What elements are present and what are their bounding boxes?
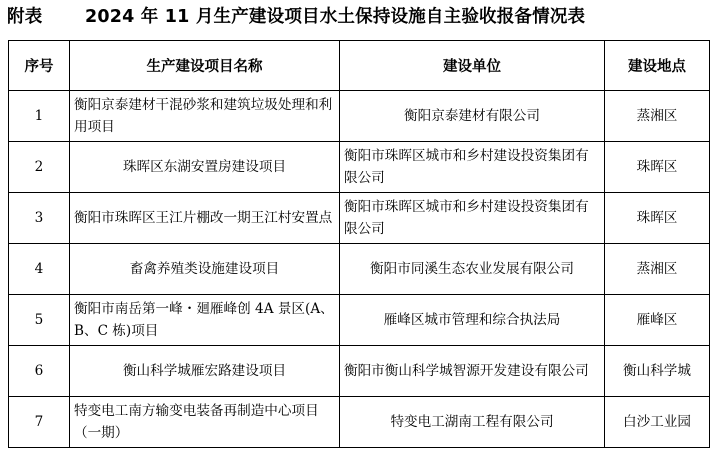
row-location: 蒸湘区	[605, 244, 710, 295]
header-project-name: 生产建设项目名称	[70, 41, 340, 91]
row-no: 1	[9, 91, 70, 142]
row-construction-unit: 衡阳京泰建材有限公司	[340, 91, 605, 142]
row-no: 4	[9, 244, 70, 295]
row-location: 衡山科学城	[605, 346, 710, 397]
row-project-name: 珠晖区东湖安置房建设项目	[70, 142, 340, 193]
table-row	[9, 193, 710, 244]
row-construction-unit: 特变电工湖南工程有限公司	[340, 397, 605, 448]
header-no: 序号	[9, 41, 70, 91]
table-row	[9, 346, 710, 397]
table-row	[9, 397, 710, 448]
row-construction-unit: 衡阳市珠晖区城市和乡村建设投资集团有限公司	[340, 193, 605, 244]
row-no: 5	[9, 295, 70, 346]
document-title	[0, 4, 717, 30]
title-main: 2024 年 11 月生产建设项目水土保持设施自主验收报备情况表	[85, 7, 586, 27]
table-row	[9, 91, 710, 142]
row-construction-unit: 衡阳市衡山科学城智源开发建设有限公司	[340, 346, 605, 397]
row-no: 3	[9, 193, 70, 244]
row-project-name: 特变电工南方输变电装备再制造中心项目（一期）	[70, 397, 340, 448]
table-row	[9, 142, 710, 193]
title-prefix: 附表	[7, 7, 43, 27]
row-construction-unit: 雁峰区城市管理和综合执法局	[340, 295, 605, 346]
table-header-row	[9, 41, 710, 91]
table-row	[9, 244, 710, 295]
header-construction-unit: 建设单位	[340, 41, 605, 91]
row-no: 2	[9, 142, 70, 193]
row-project-name: 衡阳京泰建材干混砂浆和建筑垃圾处理和利用项目	[70, 91, 340, 142]
row-construction-unit: 衡阳市珠晖区城市和乡村建设投资集团有限公司	[340, 142, 605, 193]
row-project-name: 衡阳市南岳第一峰・廻雁峰创 4A 景区(A、B、C 栋)项目	[70, 295, 340, 346]
row-project-name: 衡阳市珠晖区王江片棚改一期王江村安置点	[70, 193, 340, 244]
row-location: 蒸湘区	[605, 91, 710, 142]
report-table	[8, 40, 710, 448]
row-location: 珠晖区	[605, 142, 710, 193]
row-location: 珠晖区	[605, 193, 710, 244]
row-no: 7	[9, 397, 70, 448]
row-location: 白沙工业园	[605, 397, 710, 448]
row-location: 雁峰区	[605, 295, 710, 346]
row-construction-unit: 衡阳市同溪生态农业发展有限公司	[340, 244, 605, 295]
table-row	[9, 295, 710, 346]
row-project-name: 衡山科学城雁宏路建设项目	[70, 346, 340, 397]
header-location: 建设地点	[605, 41, 710, 91]
row-no: 6	[9, 346, 70, 397]
row-project-name: 畜禽养殖类设施建设项目	[70, 244, 340, 295]
